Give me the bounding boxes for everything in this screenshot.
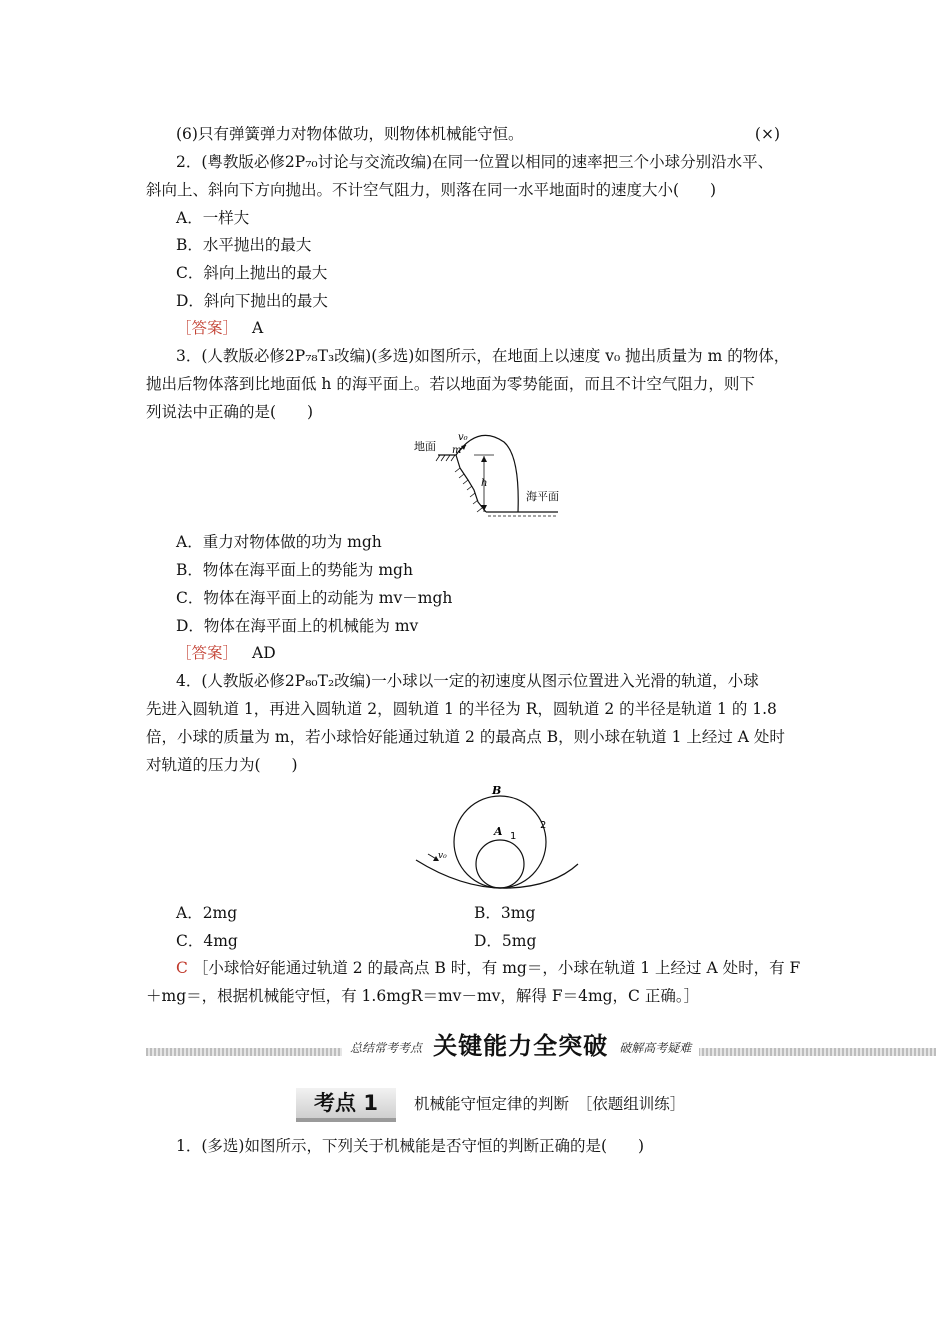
banner-right: 破解高考疑难 (619, 1041, 692, 1055)
q3-option-d: D．物体在海平面上的机械能为 mv (176, 617, 419, 635)
statement-item-6 (176, 124, 836, 144)
answer-label: ［答案］ (176, 319, 239, 337)
q4-solution-line2: ＋mg＝，根据机械能守恒，有 1.6mgR＝mv－mv，解得 F＝4mg，C 正确。］ (146, 987, 700, 1005)
solution-text: ［小球恰好能通过轨道 2 的最高点 B 时，有 mg＝，小球在轨道 1 上经过 A 处时，有 F (192, 959, 801, 977)
answer-value: C (176, 959, 188, 977)
q4-option-d: D．5mg (474, 932, 537, 950)
velocity-label: v₀ (438, 851, 447, 861)
q2-option-b: B．水平抛出的最大 (176, 236, 312, 254)
q2-option-a: A．一样大 (176, 209, 250, 227)
q3-option-a: A．重力对物体做的功为 mgh (176, 533, 382, 551)
q4-option-a: A．2mg (176, 904, 238, 922)
answer-value: AD (252, 644, 276, 662)
q2-option-c: C．斜向上抛出的最大 (176, 264, 328, 282)
mass-label: m (452, 445, 462, 456)
q2-option-d: D．斜向下抛出的最大 (176, 292, 328, 310)
q3-answer (176, 643, 836, 663)
q2-stem-line1: 2．(粤教版必修2P₇₀讨论与交流改编)在同一位置以相同的速率把三个小球分别沿水平、 (176, 153, 774, 171)
answer-label: ［答案］ (176, 644, 239, 662)
track-1-label: 1 (510, 831, 517, 842)
section-banner (146, 1026, 936, 1060)
height-label: h (481, 478, 488, 489)
q4-stem-line4: 对轨道的压力为( ) (146, 756, 298, 774)
q3-stem-line2: 抛出后物体落到比地面低 h 的海平面上。若以地面为零势能面，而且不计空气阻力，则下 (146, 375, 755, 393)
velocity-label: v₀ (458, 432, 468, 443)
point-a-label: A (494, 825, 503, 838)
q3-stem-line3: 列说法中正确的是( ) (146, 403, 314, 421)
q4-stem-line3: 倍，小球的质量为 m，若小球恰好能通过轨道 2 的最高点 B，则小球在轨道 1 上经过 A 处时 (146, 728, 785, 746)
kaodian-title: 机械能守恒定律的判断 ［依题组训练］ (414, 1095, 686, 1113)
answer-value: A (252, 319, 264, 337)
q4-solution-line1 (176, 958, 836, 978)
q2-stem-line2: 斜向上、斜向下方向抛出。不计空气阻力，则落在同一水平地面时的速度大小( ) (146, 181, 717, 199)
q4-stem-line2: 先进入圆轨道 1，再进入圆轨道 2，圆轨道 1 的半径为 R，圆轨道 2 的半径是轨道 1 的 1.8 (146, 700, 777, 718)
q3-option-c: C．物体在海平面上的动能为 mv－mgh (176, 589, 453, 607)
kaodian-badge: 考点 1 (296, 1088, 396, 1122)
banner-main: 关键能力全突破 (433, 1032, 609, 1060)
loop-track-figure (414, 782, 582, 892)
q4-option-c: C．4mg (176, 932, 238, 950)
point-b-label: B (492, 784, 502, 797)
ground-label: 地面 (414, 440, 436, 453)
q3-option-b: B．物体在海平面上的势能为 mgh (176, 561, 413, 579)
q4-stem-line1: 4．(人教版必修2P₈₀T₂改编)一小球以一定的初速度从图示位置进入光滑的轨道，小球 (176, 672, 759, 690)
q4-option-b: B．3mg (474, 904, 536, 922)
q2-answer (176, 318, 836, 338)
next-question-stem: 1．(多选)如图所示，下列关于机械能是否守恒的判断正确的是( ) (176, 1137, 645, 1155)
track-2-label: 2 (540, 820, 547, 831)
statement-text: (6)只有弹簧弹力对物体做功，则物体机械能守恒。 (176, 125, 524, 143)
sea-level-label: 海平面 (526, 490, 559, 503)
banner-text (342, 1026, 699, 1061)
cliff-projectile-figure (408, 428, 578, 520)
judgement-mark: (×) (754, 125, 780, 143)
q3-stem-line1: 3．(人教版必修2P₇₈T₃改编)(多选)如图所示，在地面上以速度 v₀ 抛出质量为 m 的物体， (176, 347, 790, 365)
banner-left: 总结常考考点 (350, 1041, 423, 1055)
